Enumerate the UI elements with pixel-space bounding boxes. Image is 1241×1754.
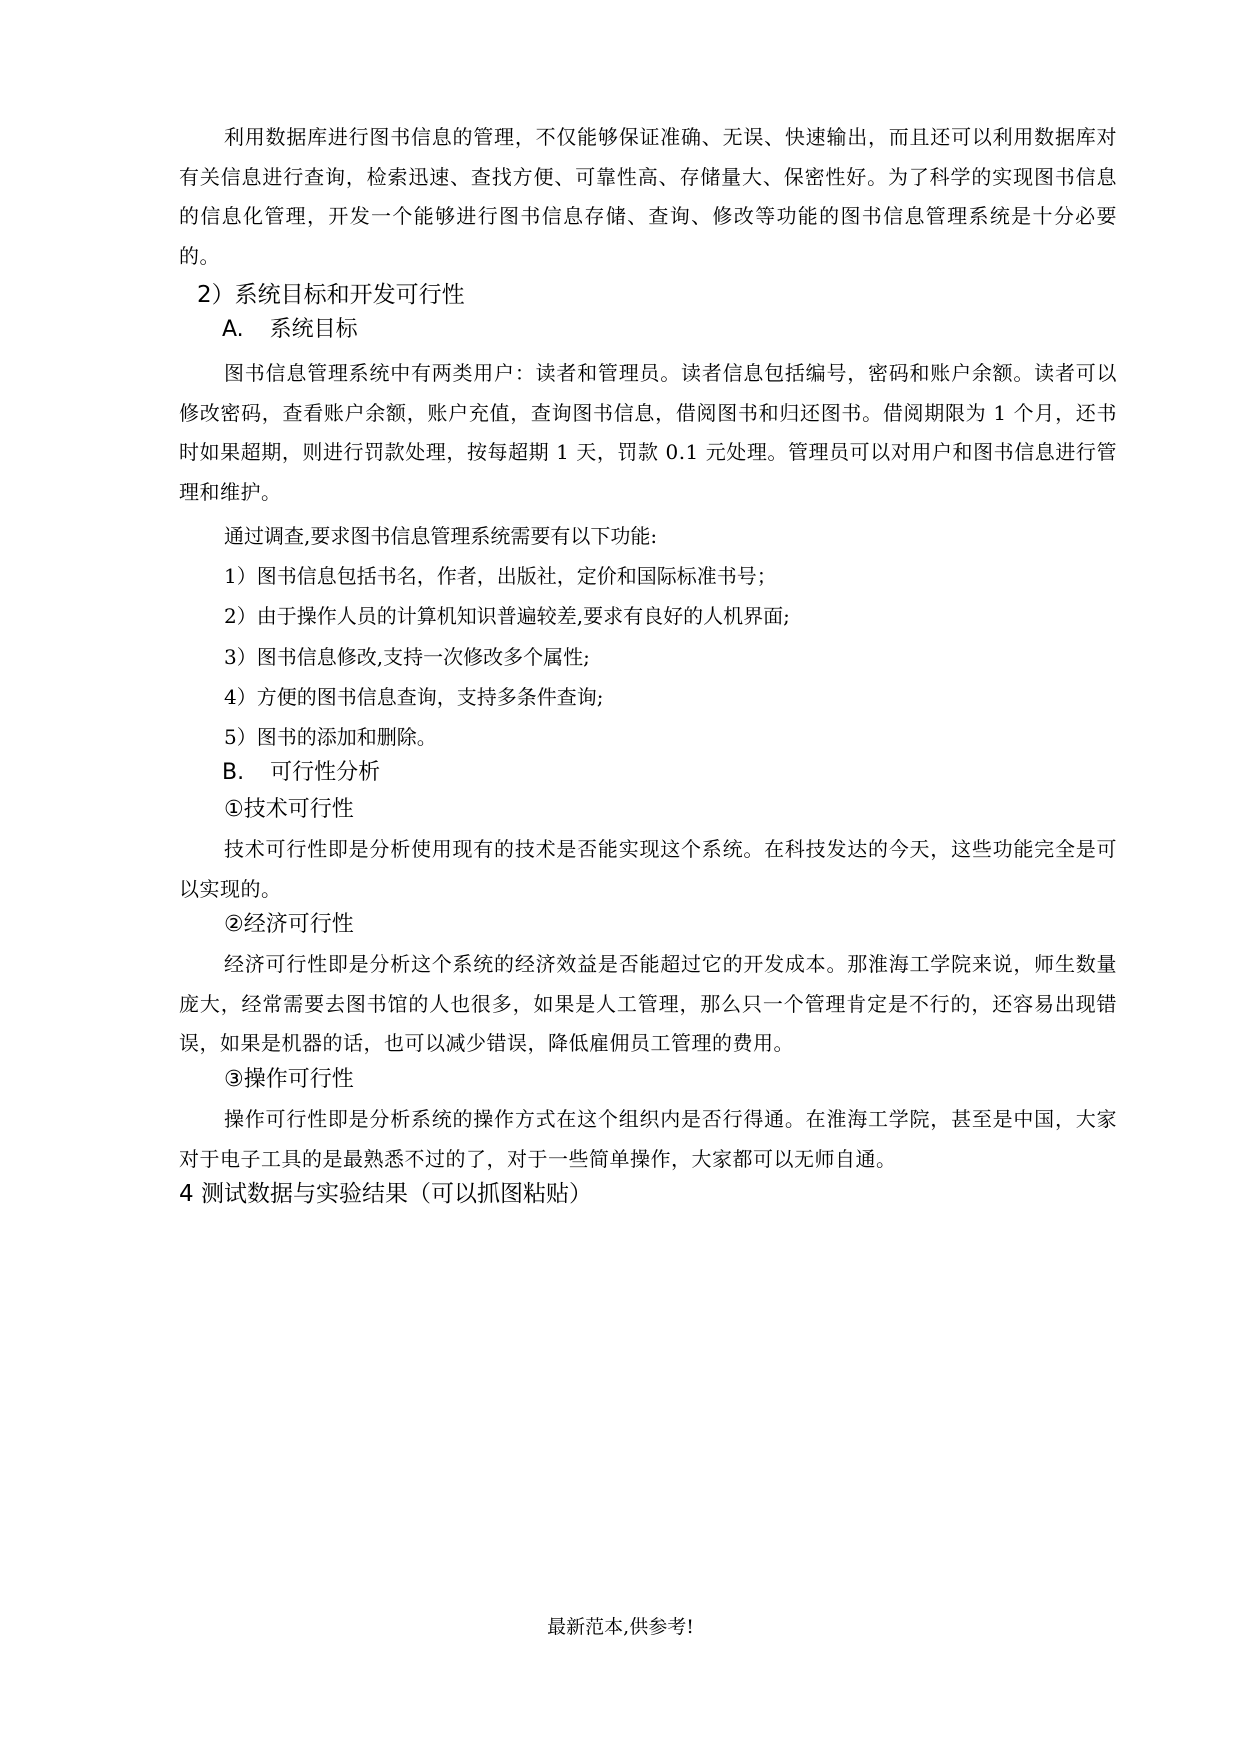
feasibility-technical-paragraph: 技术可行性即是分析使用现有的技术是否能实现这个系统。在科技发达的今天，这些功能完全是可以实现的。 xyxy=(179,837,1117,901)
requirement-item-4: 4）方便的图书信息查询，支持多条件查询; xyxy=(224,685,604,709)
subsection-a-title: 系统目标 xyxy=(269,317,358,342)
requirements-intro: 通过调查,要求图书信息管理系统需要有以下功能: xyxy=(224,524,658,548)
intro-paragraph: 利用数据库进行图书信息的管理，不仅能够保证准确、无误、快速输出，而且还可以利用数据库对有关信息进行查询，检索迅速、查找方便、可靠性高、存储量大、保密性好。为了科学的实现图书信息的信息化管理，开发一个能够进行图书信息存储、查询、修改等功能的图书信息管理系统是十分必要的。 xyxy=(179,125,1117,268)
feasibility-technical-heading: ①技术可行性 xyxy=(224,797,354,822)
feasibility-operational-paragraph: 操作可行性即是分析系统的操作方式在这个组织内是否行得通。在淮海工学院，甚至是中国，大家对于电子工具的是最熟悉不过的了，对于一些简单操作，大家都可以无师自通。 xyxy=(179,1107,1117,1171)
feasibility-economic-paragraph: 经济可行性即是分析这个系统的经济效益是否能超过它的开发成本。那淮海工学院来说，师生数量庞大，经常需要去图书馆的人也很多，如果是人工管理，那么只一个管理肯定是不行的，还容易出现错误，如果是机器的话，也可以减少错误，降低雇佣员工管理的费用。 xyxy=(179,952,1117,1055)
section-2-heading: 2）系统目标和开发可行性 xyxy=(197,282,465,308)
subsection-b-title: 可行性分析 xyxy=(270,760,381,785)
feasibility-economic-heading: ②经济可行性 xyxy=(224,912,354,937)
requirement-item-3: 3）图书信息修改,支持一次修改多个属性; xyxy=(224,645,590,669)
feasibility-operational-heading: ③操作可行性 xyxy=(224,1067,354,1092)
subsection-b-heading xyxy=(222,758,380,788)
requirement-item-2: 2）由于操作人员的计算机知识普遍较差,要求有良好的人机界面; xyxy=(224,604,790,628)
section-4-heading: 4 测试数据与实验结果（可以抓图粘贴） xyxy=(179,1181,592,1207)
subsection-b-marker: B. xyxy=(222,760,245,785)
subsection-a-paragraph: 图书信息管理系统中有两类用户：读者和管理员。读者信息包括编号，密码和账户余额。读者可以修改密码，查看账户余额，账户充值，查询图书信息，借阅图书和归还图书。借阅期限为 1 个月，还书时如果超期，则进行罚款处理，按每超期 1 天，罚款 0.1 元处理。管理员可以对用户和图书信息进行管理和维护。 xyxy=(179,361,1117,504)
requirement-item-1: 1）图书信息包括书名，作者，出版社，定价和国际标准书号； xyxy=(224,564,777,588)
subsection-a-heading xyxy=(222,315,358,345)
subsection-a-marker: A. xyxy=(222,317,244,342)
requirement-item-5: 5）图书的添加和删除。 xyxy=(224,725,437,749)
page-footer: 最新范本,供参考! xyxy=(547,1616,694,1638)
